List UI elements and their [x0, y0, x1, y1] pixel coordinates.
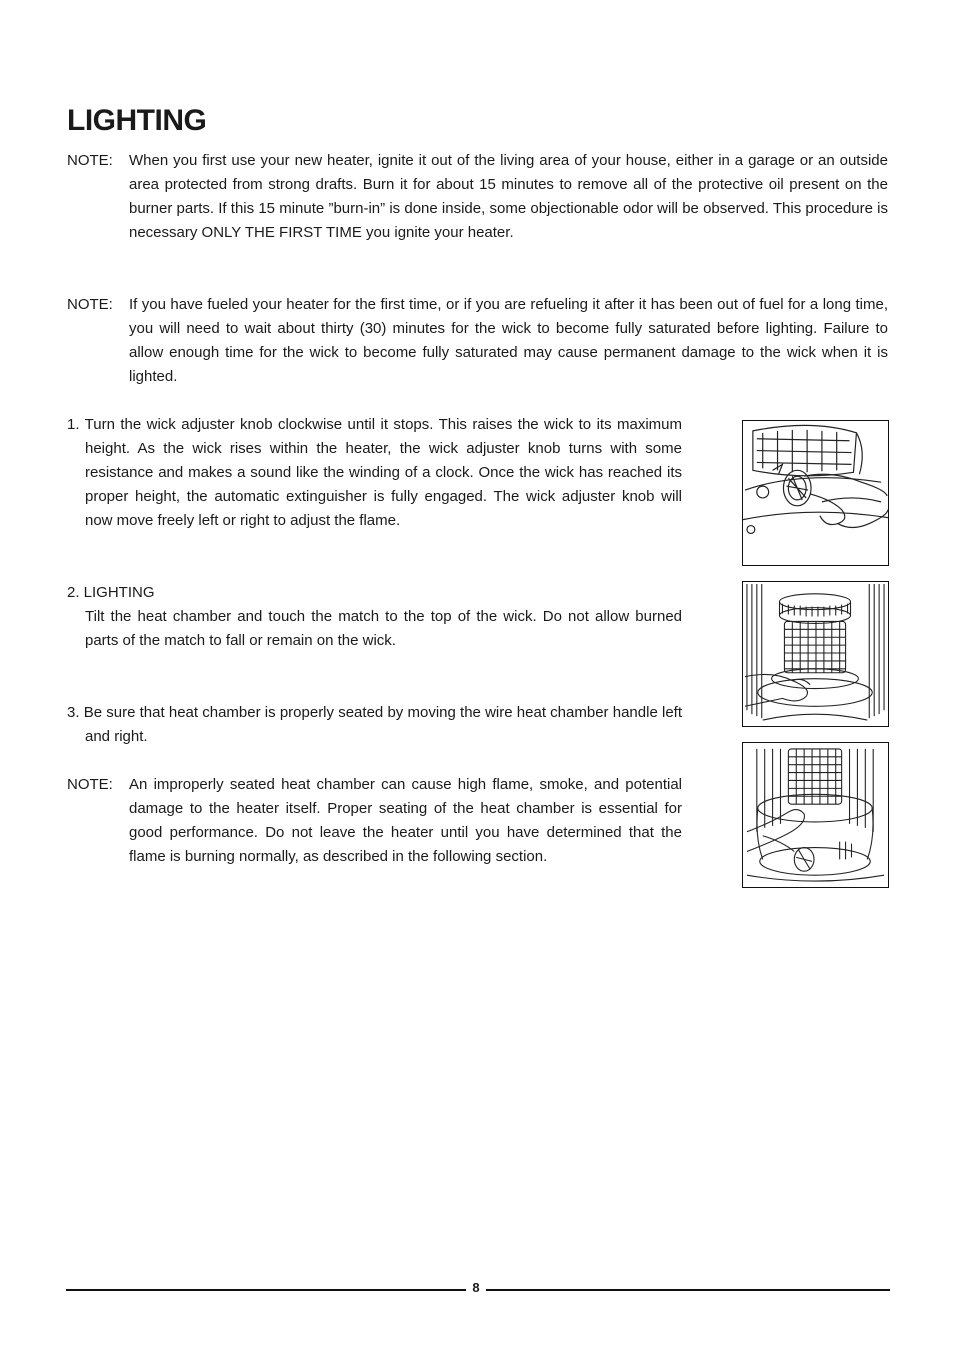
step-3: [67, 701, 682, 749]
note-text: If you have fueled your heater for the first time, or if you are refueling it after it has been out of fuel for a long time, you will need to wait about thirty (30) minutes for the wick to become fully saturated before lighting. Failure to allow enough time for the wick to become fully saturated may cause permanent damage to the wick when it is lighted.: [129, 296, 888, 385]
step-2-text: Tilt the heat chamber and touch the match to the top of the wick. Do not allow burned parts of the match to fall or remain on the wick.: [85, 608, 682, 649]
hand-lighting-wick-illustration: [743, 582, 888, 726]
figure-heat-chamber: [742, 742, 889, 888]
note-heat-chamber: [67, 773, 682, 869]
note-first-use: [67, 149, 888, 245]
note-text: An improperly seated heat chamber can cause high flame, smoke, and potential damage to the heater itself. Proper seating of the heat chamber is essential for good performance. Do not leave the heater until you have determined that the flame is burning normally, as described in the following section.: [129, 776, 682, 865]
hand-turning-knob-illustration: [743, 421, 888, 565]
note-label: NOTE:: [67, 776, 113, 793]
note-label: NOTE:: [67, 296, 113, 313]
figure-wick-knob: [742, 420, 889, 566]
step-3-text: 3. Be sure that heat chamber is properly seated by moving the wire heat chamber handle left and right.: [67, 704, 682, 745]
note-text: When you first use your new heater, ignite it out of the living area of your house, either in a garage or an outside area protected from strong drafts. Burn it for about 15 minutes to remove all of the protective oil present on the burner parts. If this 15 minute ”burn-in” is done inside, some objectionable odor will be observed. This procedure is necessary ONLY THE FIRST TIME you ignite your heater.: [129, 152, 888, 241]
footer-rule-right: [486, 1289, 890, 1291]
figure-lighting-wick: [742, 581, 889, 727]
note-fueling: [67, 293, 888, 389]
page-title: LIGHTING: [67, 104, 207, 137]
step-1-text: 1. Turn the wick adjuster knob clockwise until it stops. This raises the wick to its maximum height. As the wick rises within the heater, the wick adjuster knob turns with some resistance and makes a sound like the winding of a clock. Once the wick has reached its proper height, the automatic extinguisher is fully engaged. The wick adjuster knob will now move freely left or right to adjust the flame.: [67, 416, 682, 529]
footer-rule-left: [66, 1289, 466, 1291]
step-2: [67, 581, 682, 653]
step-1: [67, 413, 682, 533]
step-2-heading: 2. LIGHTING: [67, 584, 155, 601]
page-number: 8: [472, 1280, 480, 1295]
note-label: NOTE:: [67, 152, 113, 169]
hand-moving-heat-chamber-illustration: [743, 743, 888, 887]
